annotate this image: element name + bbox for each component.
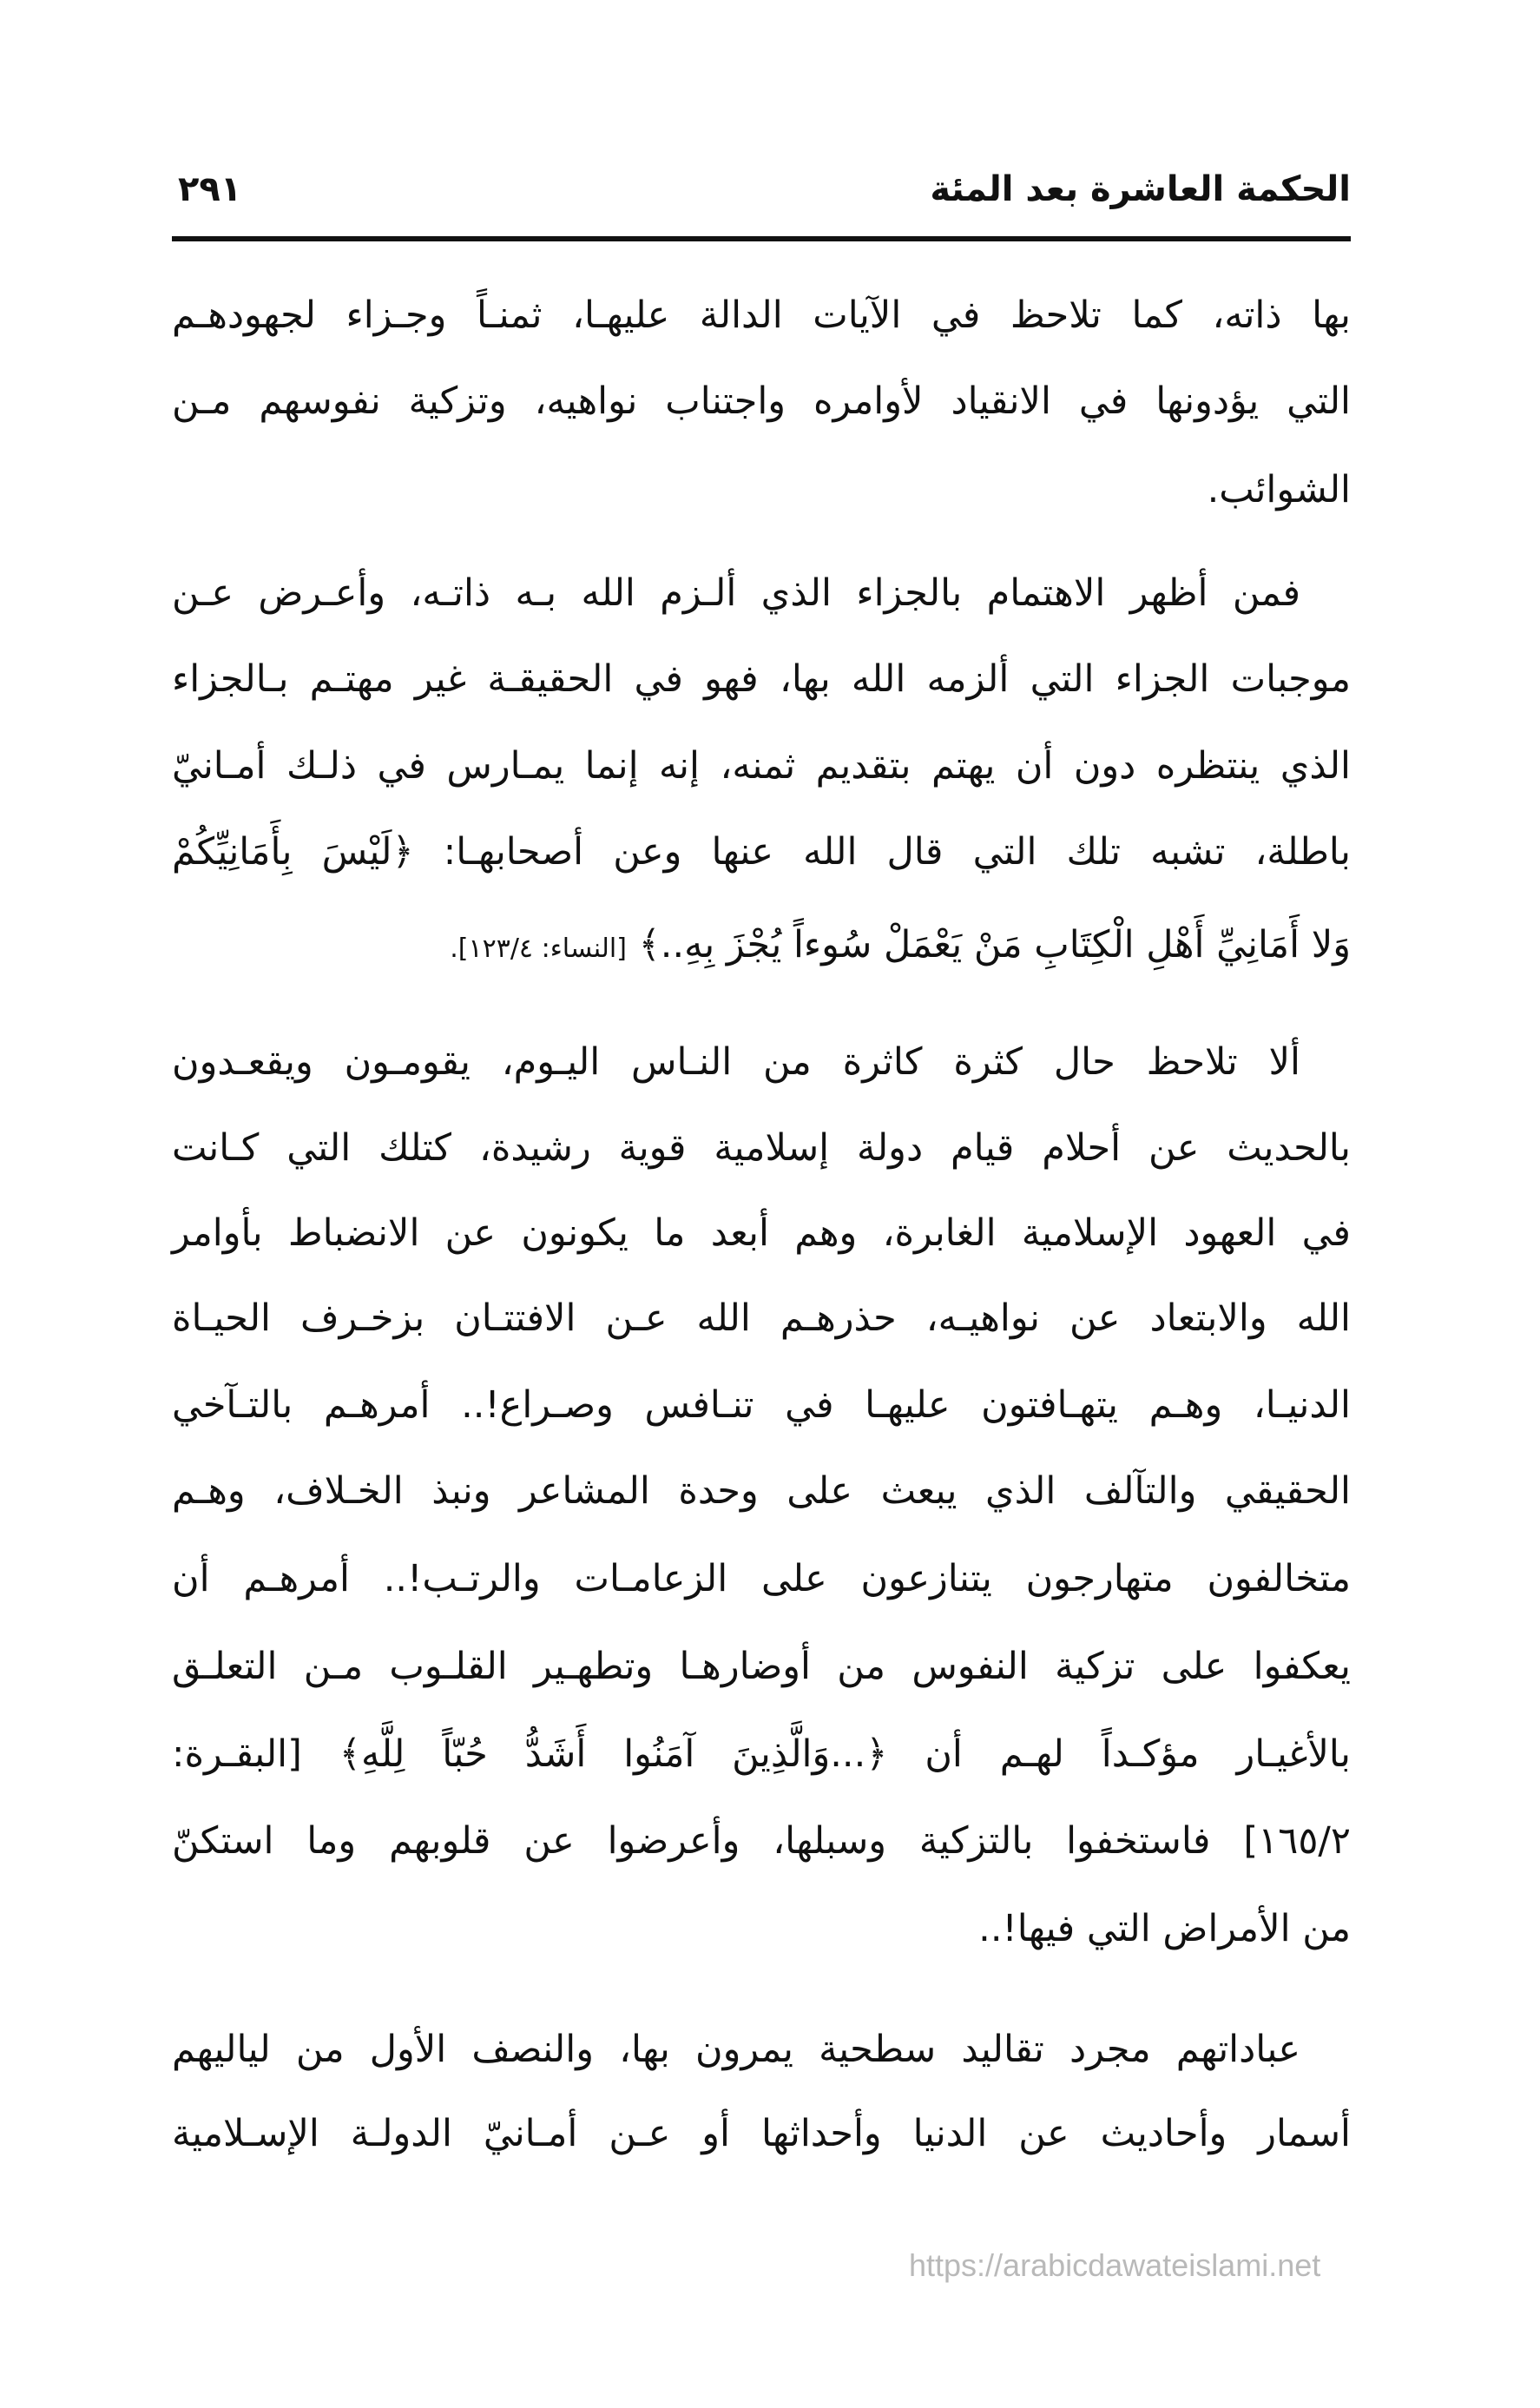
- text-line: متخالفون متهارجون يتنازعون على الزعامـات والرتـب!.. أمرهـم أن: [172, 1557, 1351, 1600]
- text-line: ألا تلاحظ حال كثرة كاثرة من النـاس اليـوم، يقومـون ويقعـدون: [172, 1040, 1300, 1084]
- text-line: الله والابتعاد عن نواهيـه، حذرهـم الله عـن الافتتـان بزخـرف الحيـاة: [172, 1296, 1351, 1340]
- quran-line: باطلة، تشبه تلك التي قال الله عنها وعن أصحابهـا: ﴿لَيْسَ بِأَمَانِيِّكُمْ: [172, 830, 1351, 874]
- text-line: بالحديث عن أحلام قيام دولة إسلامية قوية رشيدة، كتلك التي كـانت: [172, 1126, 1351, 1170]
- text-line: من الأمراض التي فيها!..: [978, 1907, 1351, 1950]
- text-line: يعكفوا على تزكية النفوس من أوضارهـا وتطهـير القلـوب مـن التعلـق: [172, 1645, 1351, 1688]
- text-line: الذي ينتظره دون أن يهتم بتقديم ثمنه، إنه إنما يمـارس في ذلـك أمـانيّ: [172, 744, 1351, 788]
- text-line: في العهود الإسلامية الغابرة، وهم أبعد ما يكونون عن الانضباط بأوامر: [172, 1211, 1351, 1255]
- quran-text: وَلا أَمَانِيِّ أَهْلِ الْكِتَابِ مَنْ يَعْمَلْ سُوءاً يُجْزَ بِهِ..﴾: [638, 923, 1351, 966]
- text-line: الحقيقي والتآلف الذي يبعث على وحدة المشاعر ونبذ الخـلاف، وهـم: [172, 1469, 1351, 1513]
- text-line: موجبات الجزاء التي ألزمه الله بها، فهو في الحقيقـة غير مهتـم بـالجزاء: [172, 657, 1351, 701]
- text-line: بها ذاته، كما تلاحظ في الآيات الدالة عليهـا، ثمنـاً وجـزاء لجهودهـم: [172, 294, 1351, 337]
- text-line: الشوائب.: [1207, 468, 1351, 511]
- text-line: فمن أظهر الاهتمام بالجزاء الذي ألـزم الله بـه ذاتـه، وأعـرض عـن: [172, 571, 1300, 615]
- text-line: ١٦٥/٢] فاستخفوا بالتزكية وسبلها، وأعرضوا عن قلوبهم وما استكنّ: [172, 1819, 1351, 1863]
- text-line: عباداتهم مجرد تقاليد سطحية يمرون بها، والنصف الأول من لياليهم: [172, 2028, 1300, 2071]
- text-line: الدنيـا، وهـم يتهـافتون عليهـا في تنـافس وصـراع!.. أمرهـم بالتـآخي: [172, 1383, 1351, 1427]
- text-line: التي يؤدونها في الانقياد لأوامره واجتناب نواهيه، وتزكية نفوسهم مـن: [172, 379, 1351, 423]
- text-line: بالأغيـار مؤكـداً لهـم أن ﴿...وَالَّذِينَ آمَنُوا أَشَدُّ حُبّاً لِلَّهِ﴾ [البقـرة:: [172, 1732, 1351, 1776]
- page-number: ٢٩١: [178, 169, 242, 209]
- text-line: أسمار وأحاديث عن الدنيا وأحداثها أو عـن أمـانيّ الدولـة الإسـلامية: [172, 2112, 1351, 2155]
- watermark-url: https://arabicdawateislami.net: [909, 2247, 1321, 2283]
- quran-line: [172, 919, 1351, 975]
- header-rule: [172, 236, 1351, 241]
- running-header-title: الحكمة العاشرة بعد المئة: [930, 169, 1351, 209]
- citation: [النساء: ١٢٣/٤].: [450, 934, 627, 964]
